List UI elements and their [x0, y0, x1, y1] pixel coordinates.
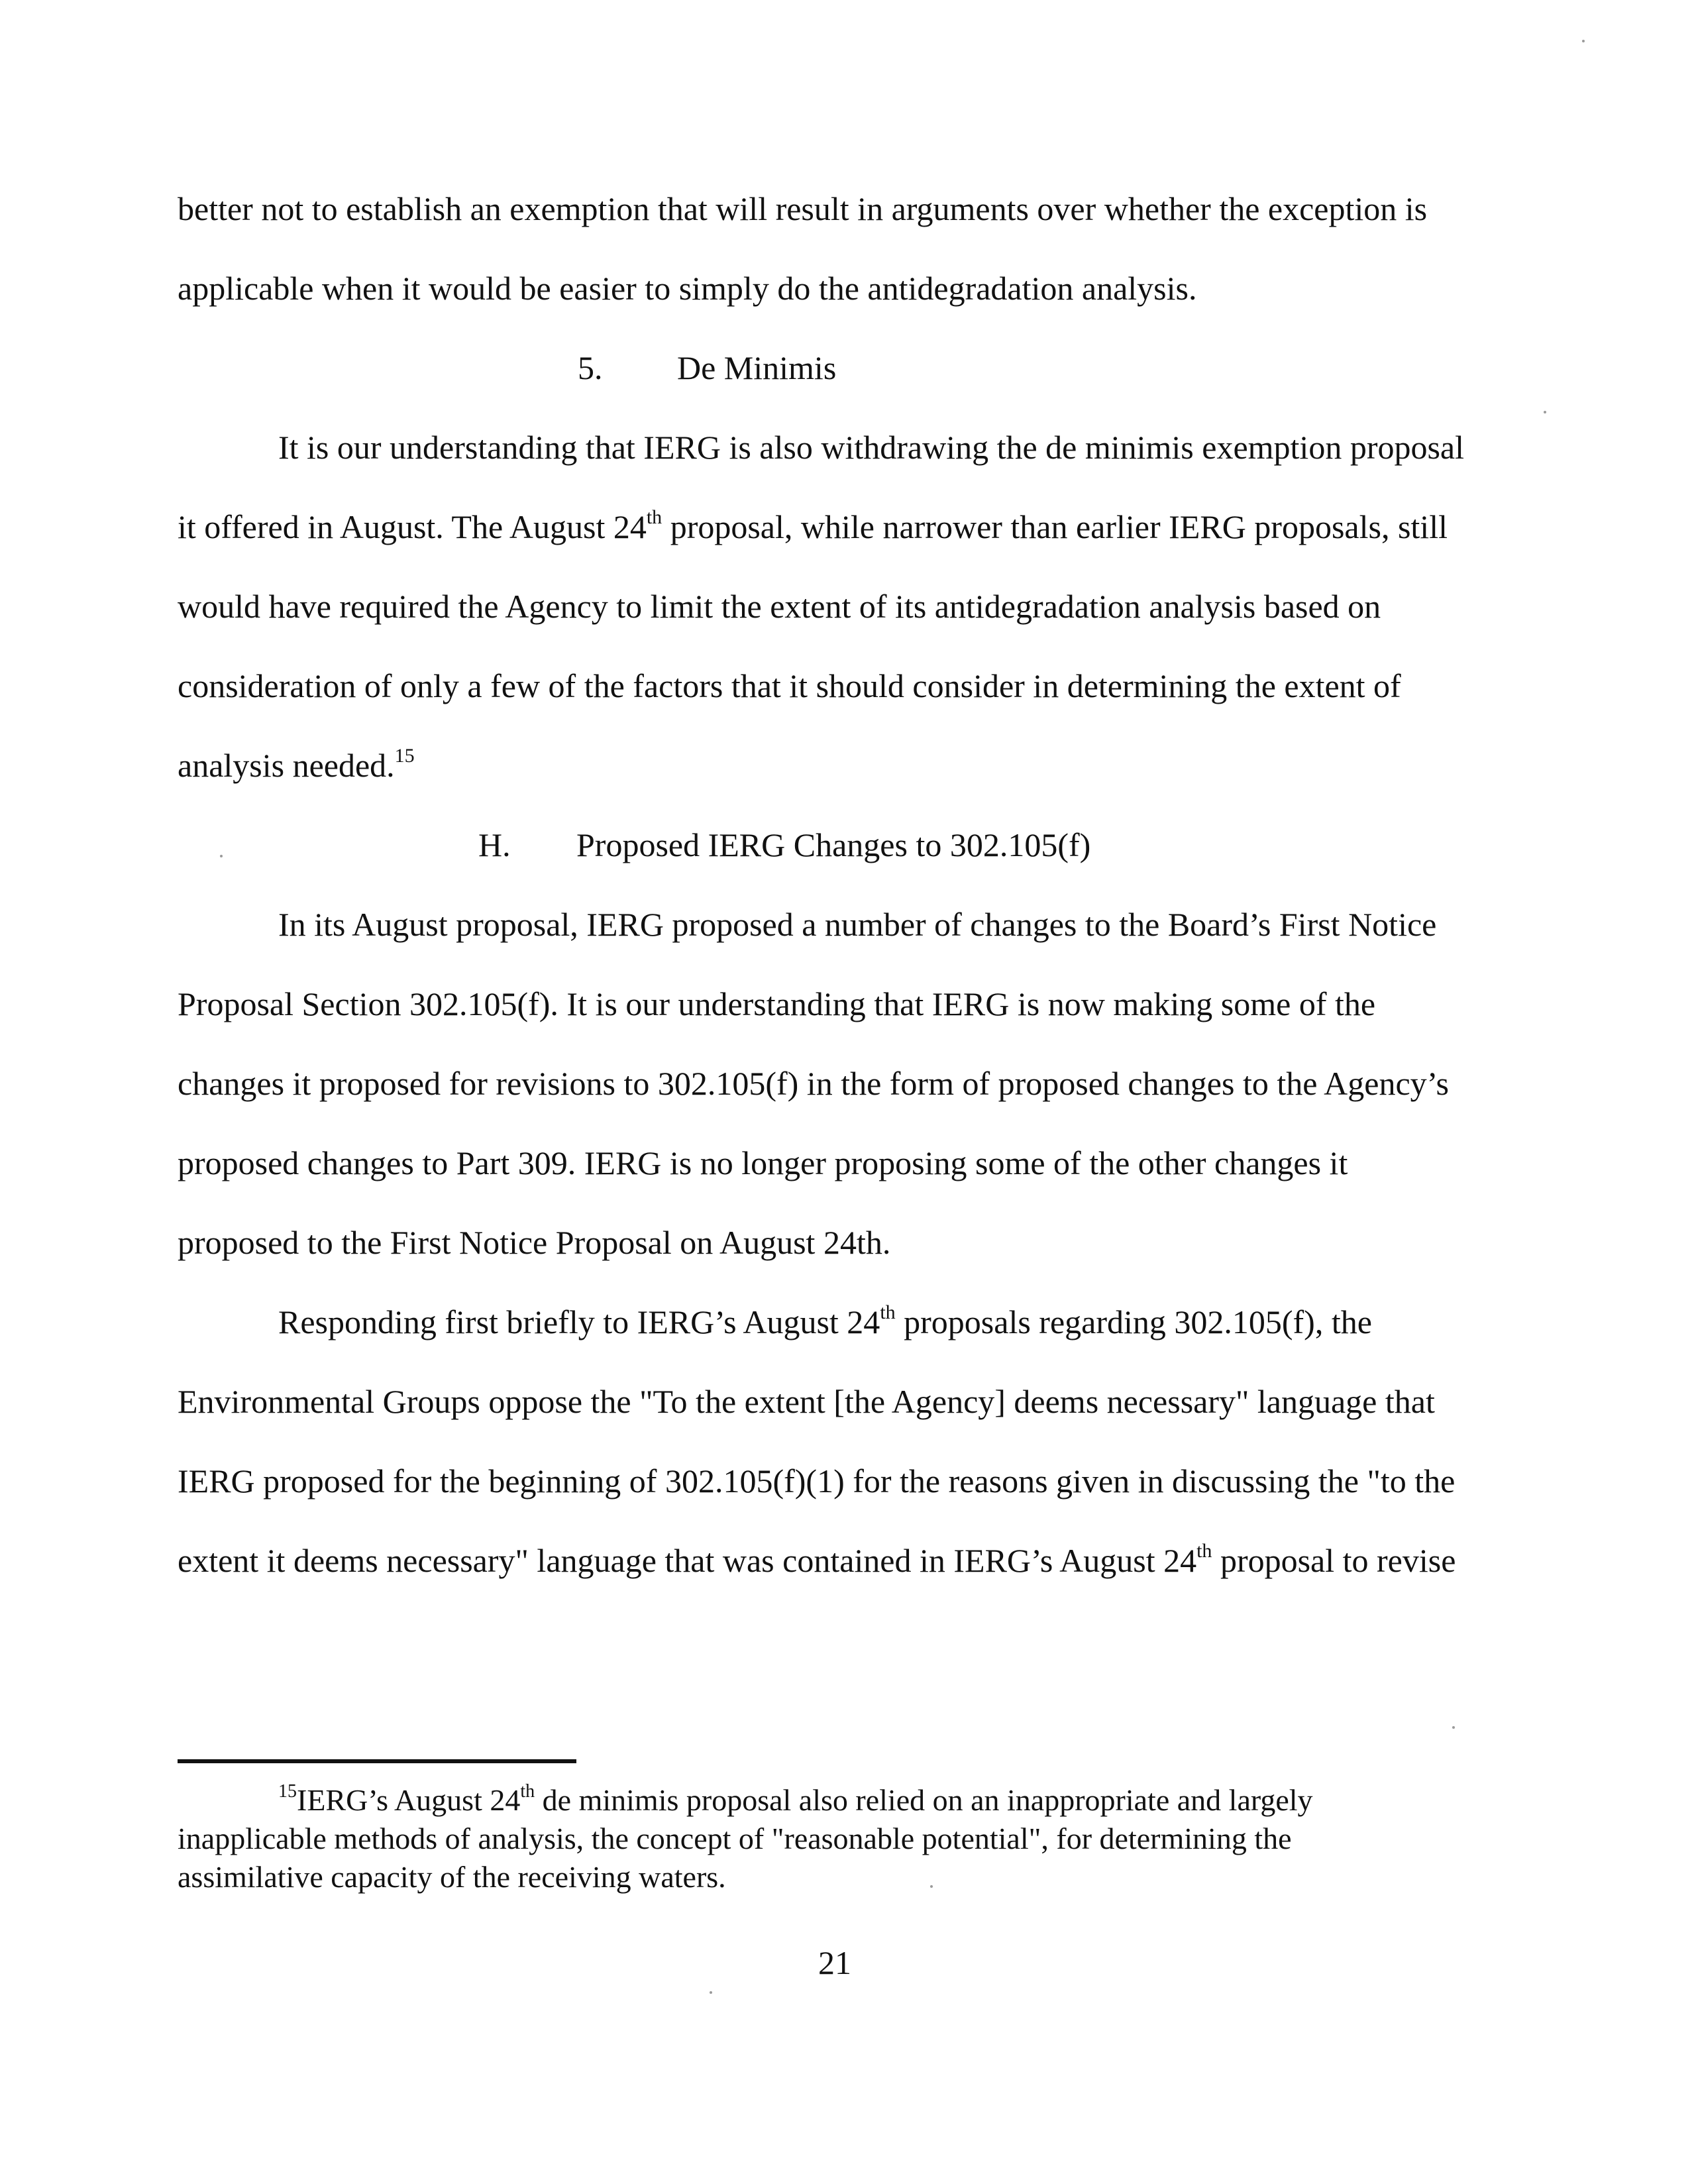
body-line: In its August proposal, IERG proposed a number of changes to the Board’s First Notice	[278, 906, 1437, 943]
body-line: Environmental Groups oppose the "To the extent [the Agency] deems necessary" language that	[178, 1383, 1435, 1420]
section-letter: H.	[478, 826, 511, 863]
scan-speck	[930, 1885, 933, 1888]
superscript: th	[646, 506, 662, 528]
body-line: consideration of only a few of the factors that it should consider in determining the extent of	[178, 667, 1401, 704]
body-line: IERG proposed for the beginning of 302.105(f)(1) for the reasons given in discussing the "to the	[178, 1462, 1456, 1500]
superscript: th	[520, 1781, 535, 1802]
body-line: changes it proposed for revisions to 302.105(f) in the form of proposed changes to the Agency’s	[178, 1065, 1450, 1102]
text-run: proposals regarding 302.105(f), the	[895, 1303, 1372, 1340]
scan-speck	[1582, 40, 1585, 42]
scan-speck	[1452, 1726, 1455, 1729]
body-line: proposed changes to Part 309. IERG is no longer proposing some of the other changes it	[178, 1144, 1348, 1181]
page-number: 21	[818, 1944, 851, 1981]
body-line	[178, 745, 415, 785]
body-line: applicable when it would be easier to simply do the antidegradation analysis.	[178, 270, 1197, 307]
body-line	[178, 507, 1448, 547]
text-run: proposal, while narrower than earlier IERG proposals, still	[662, 508, 1448, 545]
body-line	[278, 1302, 1372, 1342]
superscript: th	[880, 1301, 896, 1323]
body-line: would have required the Agency to limit the extent of its antidegradation analysis based on	[178, 588, 1381, 625]
text-run: extent it deems necessary" language that was contained in IERG’s August 24	[178, 1542, 1197, 1579]
scan-speck	[220, 855, 223, 857]
superscript: th	[1196, 1540, 1212, 1562]
footnote-reference[interactable]: 15	[394, 745, 415, 767]
text-run: it offered in August. The August 24	[178, 508, 647, 545]
section-title: Proposed IERG Changes to 302.105(f)	[576, 826, 1091, 863]
body-line: Proposal Section 302.105(f). It is our understanding that IERG is now making some of the	[178, 985, 1376, 1022]
body-line: It is our understanding that IERG is also withdrawing the de minimis exemption proposal	[278, 429, 1465, 466]
footnote-line: assimilative capacity of the receiving waters.	[178, 1860, 726, 1894]
section-title: De Minimis	[677, 349, 837, 386]
text-run: IERG’s August 24	[297, 1783, 521, 1817]
footnote-line: inapplicable methods of analysis, the concept of "reasonable potential", for determining the	[178, 1822, 1292, 1855]
text-run: analysis needed.	[178, 747, 395, 784]
text-run: Responding first briefly to IERG’s August 24	[278, 1303, 880, 1340]
footnote-separator	[178, 1759, 576, 1763]
scan-speck	[1544, 411, 1546, 413]
body-line	[178, 1541, 1456, 1580]
text-run: proposal to revise	[1212, 1542, 1456, 1579]
section-number: 5.	[578, 349, 603, 386]
body-line: proposed to the First Notice Proposal on August 24th.	[178, 1224, 891, 1261]
footnote-line	[278, 1782, 1313, 1818]
text-run: de minimis proposal also relied on an inappropriate and largely	[535, 1783, 1313, 1817]
scan-speck	[710, 1991, 712, 1994]
footnote-number: 15	[278, 1781, 297, 1802]
body-line: better not to establish an exemption that will result in arguments over whether the exception is	[178, 190, 1428, 227]
